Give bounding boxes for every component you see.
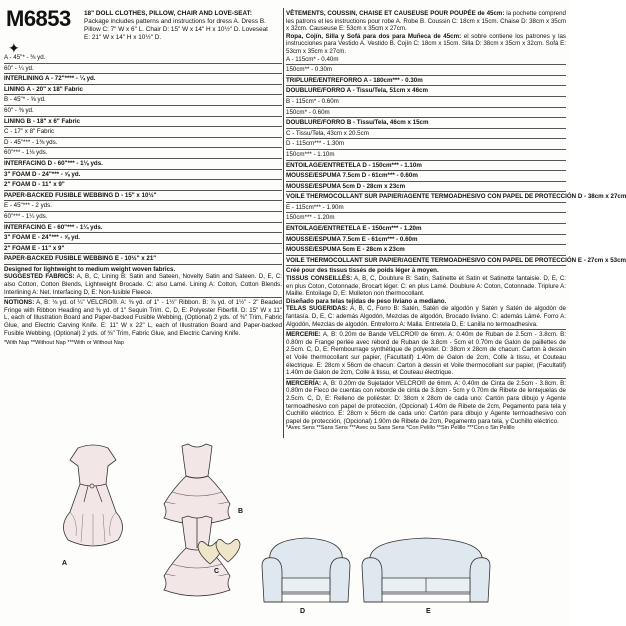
yardage-row (286, 236, 566, 244)
yardage-row-text: E - 45"*** - 2 yds. (4, 202, 52, 210)
yardage-row-text: TRIPLURE/ENTREFORRO A - 180cm*** - 0.30m (286, 76, 423, 84)
divider (286, 96, 566, 97)
yardage-row (4, 234, 282, 242)
divider (286, 149, 566, 150)
yardage-row (4, 160, 282, 168)
title-english-text: Package includes patterns and instructions for dress A. Dress B. Pillow C: 7" W x 6" L. Chair D: 15" W x 14" H x 10½" D. Loveseat E: 21" W x 14" H x 10½" D. (84, 18, 268, 41)
yardage-row-text: VOILE THERMOCOLLANT SUR PAPIER/AGENTE TERMOADHESIVO CON PAPEL DE PROTECCIÓN D - 38cm x 27cm (286, 193, 626, 201)
divider (286, 138, 566, 139)
divider (286, 160, 566, 161)
spanish-suggested-label: TELAS SUGERIDAS: (286, 305, 348, 313)
french-spanish-column (286, 10, 626, 433)
divider (286, 244, 566, 245)
yardage-row (286, 172, 566, 180)
divider (286, 85, 566, 86)
divider (286, 378, 566, 379)
yardage-row-text: D - 45"*** - 1⅜ yds. (4, 138, 58, 146)
divider (4, 222, 282, 223)
yardage-row-text: INTERFACING D - 60"*** - 1⅛ yds. (4, 159, 103, 167)
yardage-row-text: C - Tissu/Tela, 43cm x 20.5cm (286, 129, 369, 137)
notions-label: NOTIONS: (4, 299, 35, 307)
divider (4, 169, 282, 170)
nap-footnote: *With Nap **Without Nap ***With or Without Nap (4, 340, 125, 347)
yardage-row (286, 204, 566, 212)
divider (286, 265, 566, 266)
divider (286, 202, 566, 203)
yardage-row-text: A - 115cm* - 0.40m (286, 55, 339, 63)
yardage-row-text: C - 17" x 8" Fabric (4, 128, 55, 136)
yardage-row-text: MOUSSE/ESPUMA 5cm D - 28cm x 23cm (286, 182, 406, 190)
divider (4, 264, 282, 265)
divider (4, 232, 282, 233)
yardage-row (286, 162, 566, 170)
divider (4, 126, 282, 127)
yardage-row-text: 60" - ¼ yd. (4, 64, 34, 72)
divider (286, 223, 566, 224)
french-suggested-text: A, B, C, Doublure B: Satin, Satinette et Satin et Satinette fantaisie. D, E, C: en plus Coton, Cotonnade, Brocart léger. C: en plus Lamé. Doublure A: Coton, Cotonnade. Triplure A: Maille. Entoilage D, E: Molleton non thermocollant. (286, 275, 567, 298)
yardage-row-text: 150cm*** - 1.20m (286, 214, 335, 222)
yardage-row (4, 192, 282, 200)
yardage-row-text: MOUSSE/ESPUMA 7.5cm E - 61cm*** - 0.60m (286, 235, 418, 243)
divider (286, 170, 566, 171)
spanish-fabric-intro: Diseñado para telas tejidas de peso liviano a mediano. (286, 297, 447, 305)
divider (286, 117, 566, 118)
yardage-row-text: PAPER-BACKED FUSIBLE WEBBING E - 10½" x 21" (4, 255, 157, 263)
yardage-row (286, 183, 566, 191)
divider (4, 116, 282, 117)
yardage-row-text: INTERLINING A - 72"**** - ¼ yd. (4, 75, 96, 83)
english-yardage-column (4, 54, 282, 348)
french-title (286, 10, 566, 33)
spanish-title-text: el sobre contiene los patrones y las instrucciones para Vestido A. Vestido B. Cojín C: 18cm x 15cm. Silla D: 38cm x 35cm x 32cm. Sofá E: 53cm x 35cm x 27cm. (286, 32, 566, 55)
yardage-row-text: 60" - ⅜ yd. (4, 106, 34, 114)
yardage-row (286, 246, 566, 254)
divider (286, 212, 566, 213)
divider (286, 128, 566, 129)
french-title-heading: VÊTEMENTS, COUSSIN, CHAISE ET CAUSEUSE POUR POUPÉE de 45cm: (286, 10, 505, 17)
spanish-title-heading: Ropa, Cojín, Silla y Sofá para dos para Muñeca de 45cm: (286, 32, 462, 40)
yardage-row-text: MOUSSE/ESPUMA 7.5cm D - 61cm*** - 0.60m (286, 172, 418, 180)
loveseat-e-illustration (356, 532, 496, 612)
yardage-row (286, 56, 566, 64)
spanish-notions-label: MERCERÍA: (286, 379, 322, 387)
yardage-row (4, 118, 282, 126)
divider (286, 107, 566, 108)
divider (286, 75, 566, 76)
yardage-row (4, 171, 282, 179)
yardage-row-text: 150cm* - 0.60m (286, 108, 330, 116)
yardage-row-text: 2" FOAM E - 11" x 9" (4, 244, 65, 252)
notions (4, 299, 282, 337)
yardage-row (286, 87, 566, 95)
divider (4, 63, 282, 64)
yardage-row-text: LINING A - 20" x 18" Fabric (4, 85, 83, 93)
divider (4, 200, 282, 201)
yardage-row (4, 96, 282, 104)
yardage-row (286, 98, 566, 106)
divider (286, 234, 566, 235)
divider (4, 211, 282, 212)
metric-yardage-list (286, 55, 626, 267)
french-fabric-intro: Créé pour des tissus tissés de poids léger à moyen. (286, 267, 439, 275)
spanish-notions-text: A, B: 0.20m de Sujetador VELCRO® de 6mm. A: 0.40m de Cinta de 2.5cm - 3.8cm. B: 0.80m de Fleco de cuentas con reborde de cinta de 3.8cm - 5cm y 0.70m de Ribete de lentejuelas de 2.5cm. C, D, E: Relleno de poliéster. D: 38cm x 28cm de cada uno: Cartón para dibujo y Agente termoadhesivo con papel de protección, (Opcional) 1.40m de Ribete de 2cm, Pegamento para tela y Cuchillo eléctrico. E: 28cm x 56cm de cada uno: Cartón para dibujo y Agente termoadhesivo con papel de protección, (Opcional) 1.90m de Ribete de 2cm, Pegamento para tela, y Cuchillo eléctrico. (286, 379, 566, 425)
yardage-row (4, 245, 282, 253)
title-english (84, 10, 274, 42)
divider (4, 297, 282, 298)
yardage-row (286, 119, 566, 127)
english-yardage-list (4, 54, 282, 265)
yardage-row-text: PAPER-BACKED FUSIBLE WEBBING D - 15" x 10½" (4, 191, 157, 199)
divider (4, 158, 282, 159)
yardage-row-text: VOILE THERMOCOLLANT SUR PAPIER/AGENTE TERMOADHESIVO CON PAPEL DE PROTECCIÓN E - 27cm x 53cm (286, 256, 626, 264)
pattern-number: M6853 (6, 6, 71, 31)
yardage-row-text: INTERFACING E - 60"*** - 1¼ yds. (4, 223, 103, 231)
divider (4, 147, 282, 148)
yardage-row (4, 139, 282, 147)
diamond-icon: ✦ (8, 40, 20, 56)
divider (286, 329, 566, 330)
yardage-row (4, 54, 282, 62)
yardage-row-text: ENTOILAGE/ENTRETELA D - 150cm*** - 1.10m (286, 161, 422, 169)
yardage-row (4, 149, 282, 157)
divider (4, 84, 282, 85)
yardage-row-text: DOUBLURE/FORRO A - Tissu/Tela, 51cm x 46cm (286, 87, 429, 95)
yardage-row-text: D - 115cm*** - 1.30m (286, 140, 344, 148)
label-d: D (300, 608, 306, 615)
divider (4, 105, 282, 106)
french-title-text: la pochette comprend les patrons et les instructions pour robe A. Robe B. Coussin C: 18cm x 15cm. Chaise D: 38cm x 35cm x 32cm. Causeuse E: 53cm x 35cm x 27cm. (286, 10, 567, 33)
divider (4, 243, 282, 244)
column-divider (283, 8, 284, 438)
spanish-suggested-fabrics (286, 305, 566, 328)
yardage-row (286, 77, 566, 85)
label-c: C (214, 568, 220, 575)
yardage-row-text: 60"*** - 1¼ yds. (4, 212, 48, 220)
yardage-row (4, 202, 282, 210)
label-b: B (238, 508, 244, 515)
french-notions (286, 331, 566, 377)
yardage-row (286, 151, 566, 159)
notions-text: A, B: ⅛ yd. of ¼" VELCRO®. A: ⅜ yd. of 1" - 1½" Ribbon. B: ⅞ yd. of 1½" - 2" Beaded Fringe with Ribbon Heading and ⅜ yd. of 1" Sequin Trim. C, D, E: Polyester Fiberfill. D: 15" W x 11" L, each of Illustration Board and Paper-backed Fusible Webbing, (Optional) 2 yds. of ⅜" Trim, Fabric Glue, and Electric Carving Knife. E: 11" W x 22" L, each of Illustration Board and Paper-backed Fusible Webbing, (Optional) 2 yds. of ⅜" Trim, Fabric Glue, and Electric Carving Knife. (4, 299, 282, 337)
label-a: A (62, 560, 68, 567)
yardage-row (286, 130, 566, 138)
yardage-row-text: B - 115cm* - 0.60m (286, 97, 339, 105)
yardage-row (4, 224, 282, 232)
french-notions-label: MERCERIE: (286, 331, 321, 339)
yardage-row (286, 109, 566, 117)
yardage-row-text: 3" FOAM D - 24"*** - ⅝ yd. (4, 170, 81, 178)
yardage-row-text: MOUSSE/ESPUMA 5cm E - 28cm x 23cm (286, 246, 405, 254)
yardage-row (4, 213, 282, 221)
divider (286, 255, 566, 256)
divider (286, 64, 566, 65)
yardage-row (4, 86, 282, 94)
suggested-fabrics-text: A, B, C, Lining B: Satin and Sateen, Novelty Satin and Sateen. D, E, C: also Cotton, Cotton Blends, Lightweight Brocade. C: also Lamé. Lining A: Cotton, Cotton Blends. Interlining A: Net. Interfacing D, E: Non-fusible Fleece. (4, 273, 282, 296)
dress-a-illustration (48, 440, 138, 560)
yardage-row-text: 150cm*** - 1.10m (286, 150, 335, 158)
french-notions-text: A, B: 0.20m de Bande VELCRO® de 6mm. A: 0.40m de Ruban de 2.5cm - 3.8cm. B: 0.80m de Frange perlée avec rebord de Ruban de 3.8cm - 5cm et 0.70m de Galon de paillettes de 2.5cm. C, D, E: Rembourrage synthétique de polyester. D: 38cm x 28cm de chacun: Carton à dessin et Voile thermocollant sur papier, (Facultatif) 1.40m de Galon de 2cm, Colle à tissu, et Couteau électrique. E: 28cm x 56cm de chacun: Carton à dessin et Voile thermocollant sur papier, (Facultatif) 1.40m de Galon de 2cm, Colle à tissu, et Couteau électrique. (286, 331, 566, 377)
yardage-row (4, 65, 282, 73)
yardage-row-text: E - 115cm*** - 1.90m (286, 203, 344, 211)
yardage-row (4, 255, 282, 263)
divider (4, 179, 282, 180)
yardage-row-text: DOUBLURE/FORRO B - Tissu/Tela, 46cm x 15cm (286, 119, 429, 127)
yardage-row-text: B - 45"* - ⅝ yd. (4, 96, 46, 104)
yardage-row-text: LINING B - 18" x 6" Fabric (4, 117, 81, 125)
label-e: E (426, 608, 431, 615)
divider (4, 190, 282, 191)
title-english-heading: 18" DOLL CLOTHES, PILLOW, CHAIR AND LOVE-SEAT: (84, 10, 253, 17)
yardage-row (286, 225, 566, 233)
divider (286, 181, 566, 182)
yardage-row-text: A - 45"* - ⅜ yd. (4, 54, 46, 61)
yardage-row-text: 2" FOAM D - 11" x 9" (4, 181, 65, 189)
yardage-row (4, 128, 282, 136)
french-suggested-label: TISSUS CONSEILLÉS: (286, 275, 353, 283)
chair-d-illustration (256, 532, 356, 612)
divider (4, 253, 282, 254)
yardage-row-text: 150cm** - 0.30m (286, 66, 333, 74)
nap-footnote-fr-es: *Avec Sens **Sans Sens ***Avec ou Sans Sens *Con Pelillo **Sin Pelillo ***Con o Sin Pelillo (286, 425, 515, 432)
yardage-row-text: ENTOILAGE/ENTRETELA E - 150cm*** - 1.20m (286, 225, 422, 233)
yardage-row (286, 140, 566, 148)
designed-note: Designed for lightweight to medium weight woven fabrics. (4, 265, 176, 273)
yardage-row (4, 107, 282, 115)
spanish-suggested-text: A, B, C, Forro B: Satén, Satén de algodón y Satén y Satén de algodón de fantasía. D, E, C: además Algodón, Mezclas de algodón, Brocado liviano. C: además Lámé. Forro A: Algodón, Mezclas de algodón. Entreforro A: Malla. Entretela D, E: Lanilla no termoadhesiva. (286, 305, 566, 328)
divider (4, 94, 282, 95)
yardage-row (286, 193, 626, 201)
yardage-row (286, 66, 566, 74)
divider (4, 73, 282, 74)
suggested-fabrics (4, 273, 282, 296)
pillow-c-illustration (196, 536, 246, 572)
yardage-row-text: 3" FOAM E - 24"*** - ⅝ yd. (4, 234, 81, 242)
divider (4, 137, 282, 138)
yardage-row-text: 60"*** - 1⅛ yds. (4, 149, 48, 157)
spanish-title (286, 33, 566, 56)
yardage-row (4, 75, 282, 83)
spanish-notions (286, 380, 566, 426)
yardage-row (286, 256, 626, 265)
french-suggested-fabrics (286, 275, 566, 298)
yardage-row (286, 214, 566, 222)
yardage-row (4, 181, 282, 189)
suggested-fabrics-label: SUGGESTED FABRICS: (4, 273, 75, 281)
